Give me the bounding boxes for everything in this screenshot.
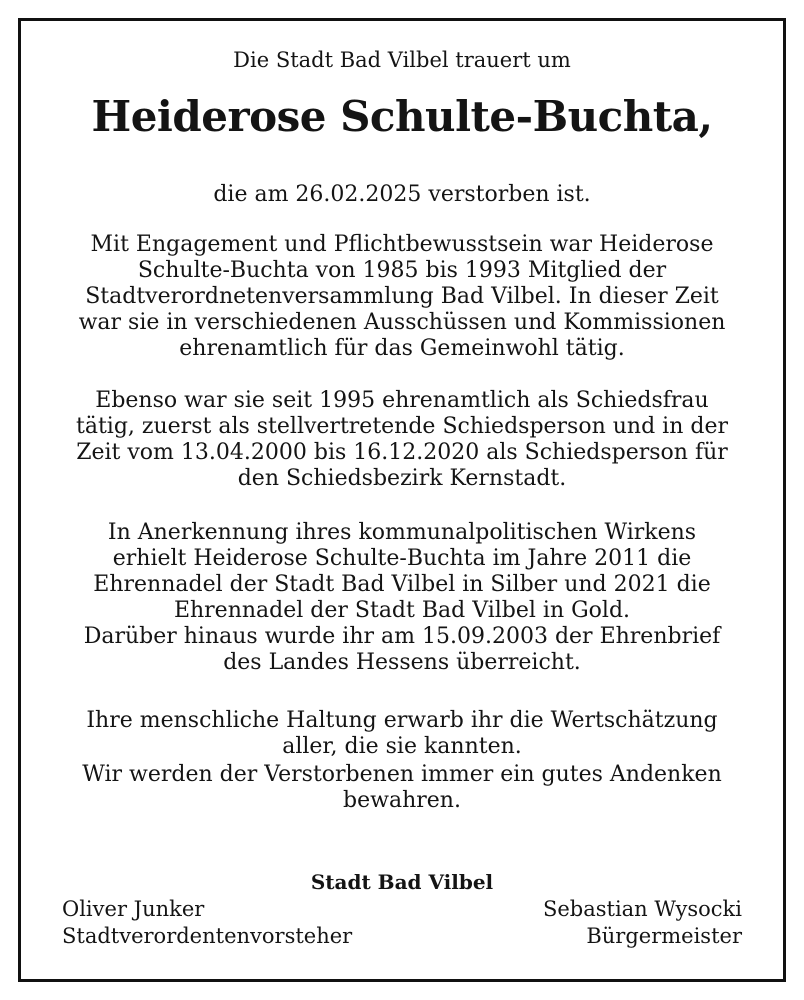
text-line: Schulte-Buchta von 1985 bis 1993 Mitglied der xyxy=(137,258,667,283)
text-line: bewahren. xyxy=(343,788,461,813)
death-date-line: die am 26.02.2025 verstorben ist. xyxy=(213,182,591,207)
text-line: des Landes Hessens überreicht. xyxy=(223,650,581,675)
signatory-title: Bürgermeister xyxy=(586,924,742,948)
text-line: Darüber hinaus wurde ihr am 15.09.2003 der Ehrenbrief xyxy=(83,624,721,649)
text-line: erhielt Heiderose Schulte-Buchta im Jahre 2011 die xyxy=(112,546,692,571)
text-line: aller, die sie kannten. xyxy=(282,734,522,759)
text-line: Ebenso war sie seit 1995 ehrenamtlich als Schiedsfrau xyxy=(95,388,709,413)
text-line: tätig, zuerst als stellvertretende Schiedsperson und in der xyxy=(76,414,728,439)
signature-organization: Stadt Bad Vilbel xyxy=(310,870,494,894)
signatory-name: Oliver Junker xyxy=(62,897,205,921)
text-line: Mit Engagement und Pflichtbewusstsein war Heiderose xyxy=(90,232,714,257)
signatory-name: Sebastian Wysocki xyxy=(542,897,742,921)
text-line: Ehrennadel der Stadt Bad Vilbel in Silber und 2021 die xyxy=(93,572,711,597)
paragraph-council-membership xyxy=(40,232,764,362)
text-line: ehrenamtlich für das Gemeinwohl tätig. xyxy=(179,336,625,361)
paragraph-honors xyxy=(40,520,764,676)
text-line: war sie in verschiedenen Ausschüssen und Kommissionen xyxy=(78,310,726,335)
paragraph-arbitrator xyxy=(40,388,764,492)
text-line: In Anerkennung ihres kommunalpolitischen Wirkens xyxy=(107,520,697,545)
signature-left xyxy=(62,896,352,950)
text-line: den Schiedsbezirk Kernstadt. xyxy=(237,466,567,491)
text-line: Wir werden der Verstorbenen immer ein gutes Andenken xyxy=(82,762,722,787)
text-line: Zeit vom 13.04.2000 bis 16.12.2020 als Schiedsperson für xyxy=(76,440,728,465)
text-line: Ehrennadel der Stadt Bad Vilbel in Gold. xyxy=(173,598,631,623)
text-line: Stadtverordnetenversammlung Bad Vilbel. In dieser Zeit xyxy=(85,284,719,309)
paragraph-appreciation xyxy=(40,708,764,760)
deceased-name: Heiderose Schulte-Buchta, xyxy=(91,92,713,141)
signature-right xyxy=(543,896,742,950)
text-line: Ihre menschliche Haltung erwarb ihr die Wertschätzung xyxy=(86,708,718,733)
signatory-title: Stadtverordentenvorsteher xyxy=(62,924,353,948)
paragraph-remembrance xyxy=(40,762,764,814)
intro-line: Die Stadt Bad Vilbel trauert um xyxy=(233,48,571,72)
